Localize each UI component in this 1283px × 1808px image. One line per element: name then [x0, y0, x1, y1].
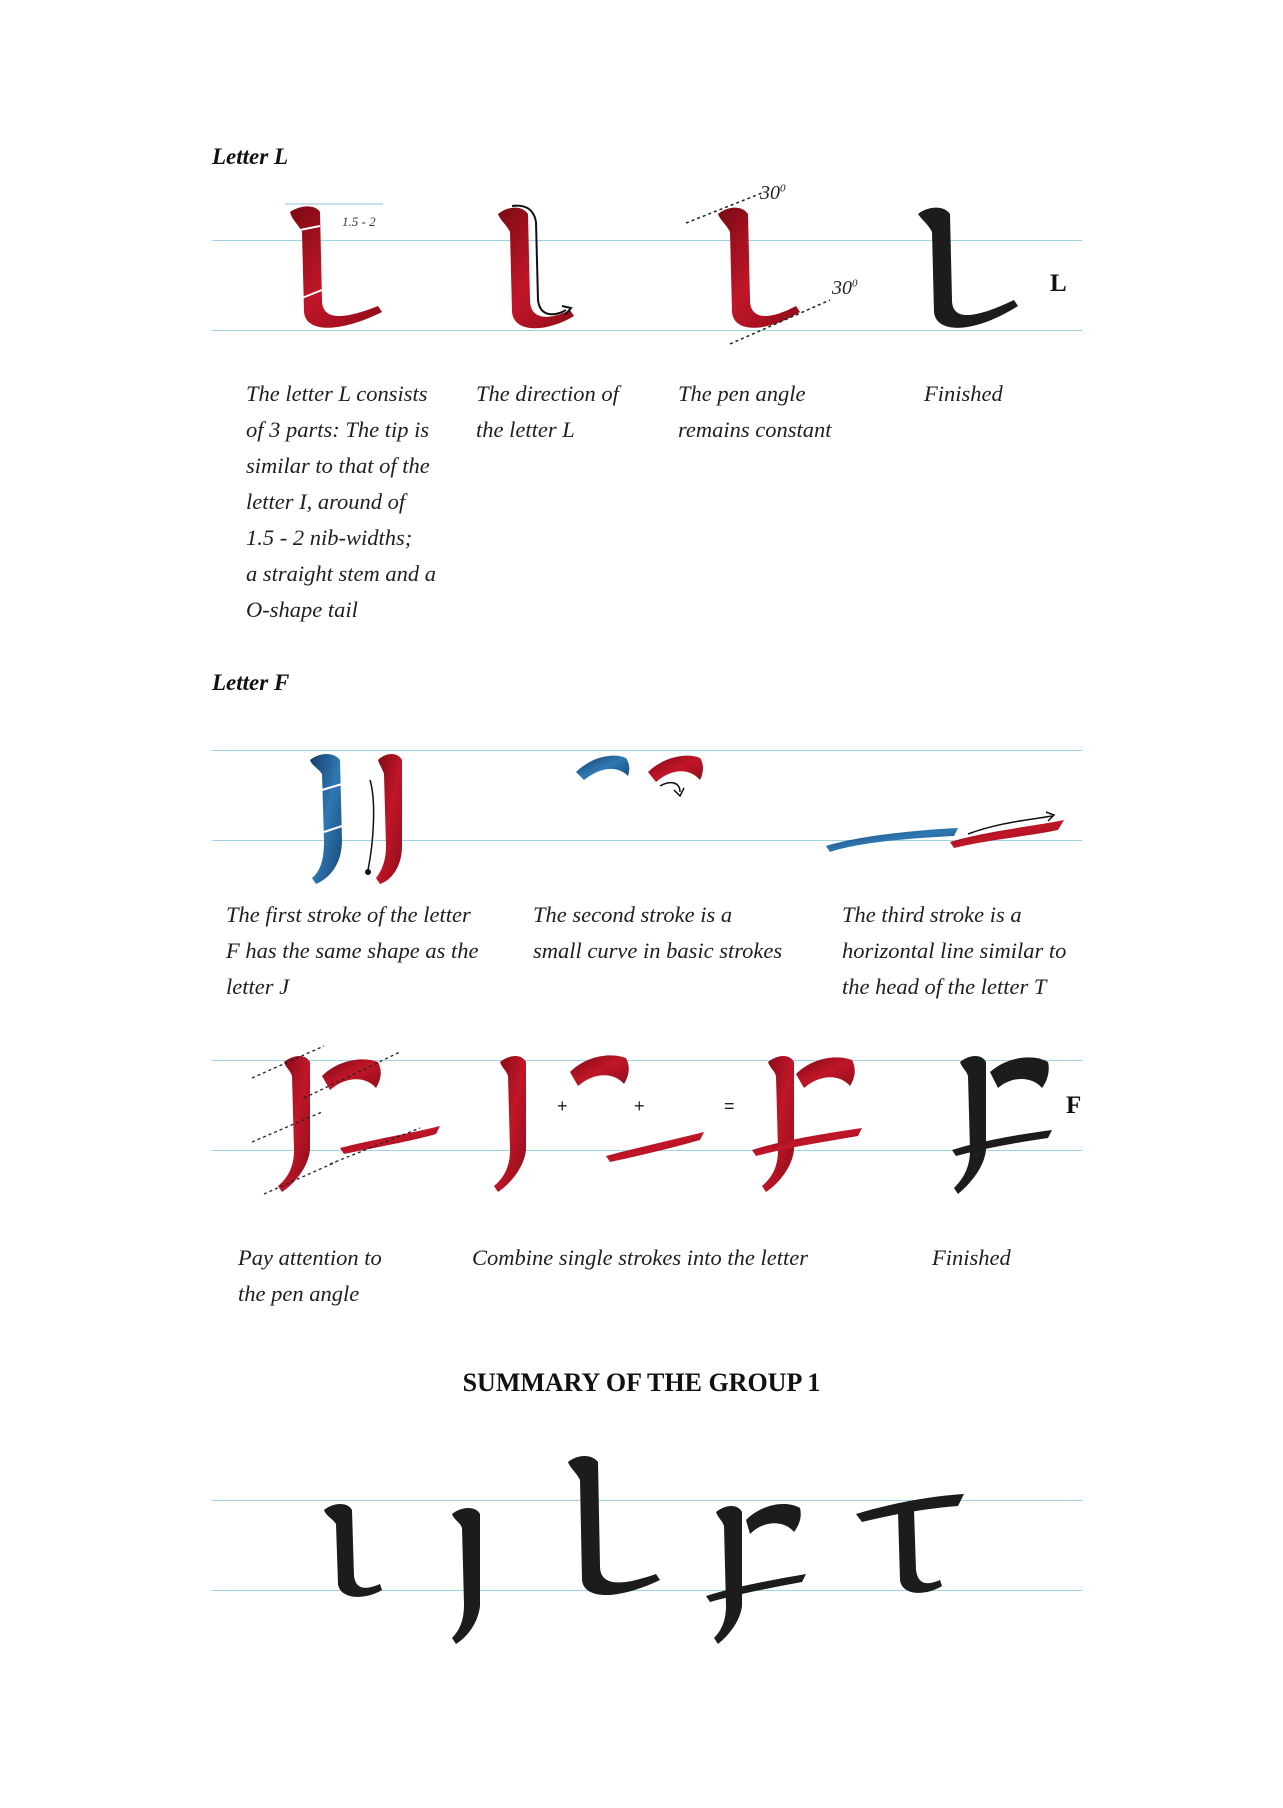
letter-l-pen-angle-glyph	[686, 193, 830, 344]
nib-width-note: 1.5 - 2	[342, 214, 376, 229]
equals-sign: =	[724, 1096, 735, 1116]
caption-f-pen-angle: Pay attention to the pen angle	[238, 1245, 382, 1306]
pen-angle-f-glyph	[252, 1046, 440, 1194]
pen-angle-top-label: $30^0$	[760, 182, 786, 204]
caption-f-combine: Combine single strokes into the letter	[472, 1245, 808, 1270]
caption-f-third-stroke: The third stroke is a horizontal line similar to the head of the letter T	[842, 902, 1067, 999]
second-stroke-glyph	[576, 756, 703, 796]
finished-f-glyph	[952, 1056, 1052, 1194]
summary-title: SUMMARY OF THE GROUP 1	[462, 1368, 821, 1397]
letter-l-finished-glyph	[918, 208, 1018, 328]
plus-sign: +	[634, 1096, 645, 1116]
summary-letters-glyph	[324, 1456, 964, 1644]
letter-f-heading: Letter F	[212, 670, 290, 695]
caption-l-finished: Finished	[924, 381, 1003, 406]
letter-l-direction-glyph	[498, 206, 574, 329]
third-stroke-glyph	[826, 812, 1064, 852]
plain-letter-l: L	[1050, 270, 1067, 297]
pen-angle-bottom-label: $30^0$	[832, 277, 858, 299]
caption-f-finished: Finished	[932, 1245, 1011, 1270]
plain-letter-f: F	[1066, 1092, 1082, 1119]
plus-sign: +	[557, 1096, 568, 1116]
caption-f-first-stroke: The first stroke of the letter F has the same shape as the letter J	[226, 902, 479, 999]
first-stroke-glyph	[310, 754, 402, 884]
caption-l-pen-angle: The pen angle remains constant	[678, 381, 832, 442]
caption-l-parts: The letter L consists of 3 parts: The tip is similar to that of the letter I, around of 1.5 - 2 nib-widths; a straight stem and a O-shape tail	[246, 381, 437, 622]
caption-l-direction: The direction of the letter L	[476, 381, 619, 442]
letter-l-heading: Letter L	[212, 144, 288, 169]
caption-f-second-stroke: The second stroke is a small curve in basic strokes	[533, 902, 783, 963]
letter-l-parts-glyph	[285, 204, 383, 328]
combine-strokes-glyph	[494, 1055, 862, 1192]
